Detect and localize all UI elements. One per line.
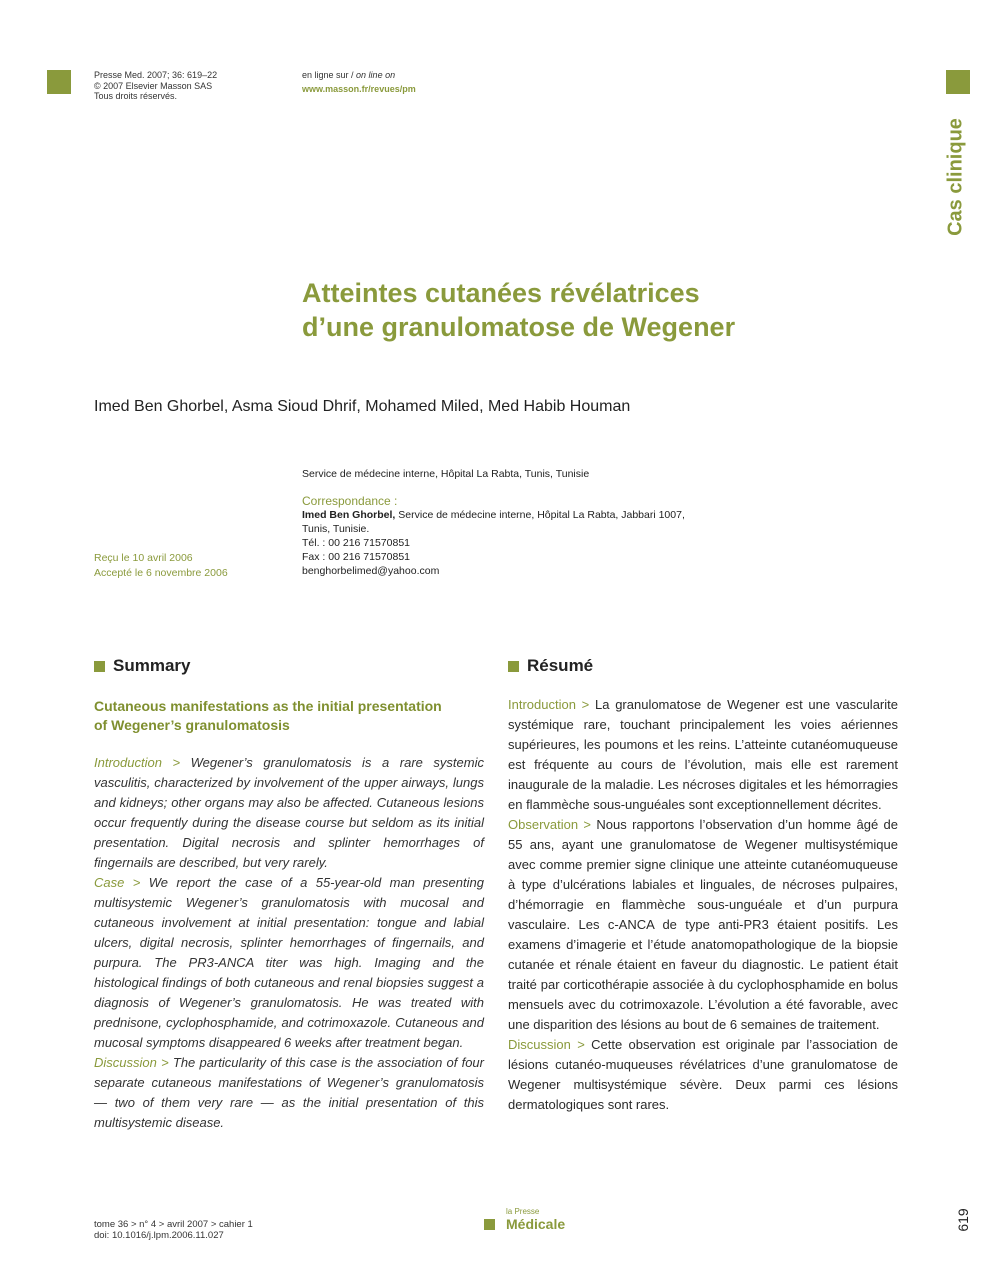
online-fr: en ligne sur / [302,70,354,80]
online-info [302,70,416,94]
summary-body [94,753,484,1133]
resume-body [508,695,898,1115]
kw-discussion: Discussion > [508,1037,585,1052]
resume-observation [508,815,898,1035]
summary-heading-text: Summary [113,656,191,675]
kw-case: Case > [94,875,141,890]
resume-discussion [508,1035,898,1115]
kw-discussion: Discussion > [94,1055,169,1070]
logo-small-text: la Presse [506,1207,540,1216]
journal-ref: Presse Med. 2007; 36: 619–22 [94,70,218,80]
summary-disc-text: The particularity of this case is the association of four separate cutaneous manifestations of Wegener’s granulomatosis — two of them very rare — as the initial presentation of this multisystemic disease. [94,1055,484,1130]
affiliation-block [302,467,722,578]
correspondence-fax: Fax : 00 216 71570851 [302,551,411,563]
resume-disc-text: Cette observation est originale par l’association de lésions cutanéo-muqueuses révélatrices d’une granulomatose de Wegener multisystémique sévère. Deux parmi ces lésions dermatologiques sont rares. [508,1037,898,1112]
heading-square-icon [94,661,105,672]
authors: Imed Ben Ghorbel, Asma Sioud Dhrif, Mohamed Miled, Med Habib Houman [94,398,631,415]
rights: Tous droits réservés. [94,91,178,101]
correspondence-address2: Tunis, Tunisie. [302,523,370,535]
summary-subtitle-line-1: Cutaneous manifestations as the initial presentation [94,698,442,714]
dates [94,551,228,580]
section-tag: Cas clinique [944,118,967,236]
footer-info [94,1219,253,1241]
journal-meta [94,70,217,102]
summary-case-text: We report the case of a 55-year-old man presenting multisystemic Wegener’s granulomatosis with mucosal and cutaneous involvement at initial presentation: tongue and labial ulcers, digital necrosis, splinter hemorrhages of fingernails, and purpura. The PR3-ANCA titer was high. Imaging and the histological findings of both cutaneous and renal biopsies suggest a diagnosis of Wegener’s granulomatosis. He was treated with prednisone, cyclophosphamide, and cotrimoxazole. Cutaneous and mucosal symptoms disappeared 6 weeks after treatment began. [94,875,484,1050]
page-number: 619 [955,1208,971,1232]
summary-case [94,873,484,1053]
summary-subtitle [94,697,474,735]
summary-discussion [94,1053,484,1133]
correspondence-email[interactable]: benghorbelimed@yahoo.com [302,565,440,577]
summary-introduction [94,753,484,873]
title-line-2: d’une granulomatose de Wegener [302,312,736,342]
correspondence-label: Correspondance : [302,494,398,508]
corner-square-left [47,70,71,94]
journal-logo [484,1207,565,1232]
affiliation: Service de médecine interne, Hôpital La Rabta, Tunis, Tunisie [302,468,590,480]
logo-square-icon [484,1219,495,1230]
resume-obs-text: Nous rapportons l’observation d’un homme âgé de 55 ans, ayant une granulomatose de Wegener multisystémique avec comme premier signe clinique une atteinte cutanéomuqueuse à type d’ulcérations labiales et linguales, de nécroses pulpaires, d’hémorragie en flammèche sous-unguéale et d’un purpura vasculaire. Les c-ANCA de type anti-PR3 étaient positifs. Les examens d’imagerie et l’étude anatomopathologique de la biopsie cutanée et rénale étaient en faveur du diagnostic. Le patient était traité par corticothérapie associée à du cyclophosphamide en bolus mensuels avec du cotrimoxazole. L’évolution a été favorable, avec une disparition des lésions au bout de 6 semaines de traitement. [508,817,898,1032]
kw-introduction: Introduction > [94,755,181,770]
summary-heading [94,656,190,676]
date-received: Reçu le 10 avril 2006 [94,552,193,564]
article-title [302,276,862,344]
corner-square-right [946,70,970,94]
journal-url[interactable]: www.masson.fr/revues/pm [302,83,416,94]
resume-heading-text: Résumé [527,656,594,675]
title-line-1: Atteintes cutanées révélatrices [302,278,700,308]
copyright: © 2007 Elsevier Masson SAS [94,80,213,91]
summary-subtitle-line-2: of Wegener’s granulomatosis [94,717,290,733]
date-accepted: Accepté le 6 novembre 2006 [94,566,228,579]
kw-introduction: Introduction > [508,697,590,712]
heading-square-icon [508,661,519,672]
resume-heading [508,656,593,676]
correspondence-name: Imed Ben Ghorbel, [302,509,396,521]
resume-intro-text: La granulomatose de Wegener est une vascularite systémique rare, touchant principalement les voies aériennes supérieures, les poumons et les reins. L’atteinte cutanéomuqueuse est fréquente au cours de l’évolution, mais elle est rarement inaugurale de la maladie. Les nécroses digitales et les hémorragies en flammèche sous-unguéales sont exceptionnellement décrites. [508,697,898,812]
summary-intro-text: Wegener’s granulomatosis is a rare systemic vasculitis, characterized by involvement of the upper airways, lungs and kidneys; other organs may also be affected. Cutaneous lesions occur frequently during the disease course but seldom as its initial presentation. Digital necrosis and splinter hemorrhages of fingernails are described, but very rarely. [94,755,484,870]
kw-observation: Observation > [508,817,592,832]
correspondence-tel: Tél. : 00 216 71570851 [302,537,411,549]
issue-info: tome 36 > n° 4 > avril 2007 > cahier 1 [94,1219,253,1230]
resume-introduction [508,695,898,815]
online-en: on line on [356,70,396,80]
correspondence-address1: Service de médecine interne, Hôpital La Rabta, Jabbari 1007, [398,509,685,521]
doi[interactable]: doi: 10.1016/j.lpm.2006.11.027 [94,1230,224,1241]
logo-big-text: Médicale [506,1216,566,1232]
